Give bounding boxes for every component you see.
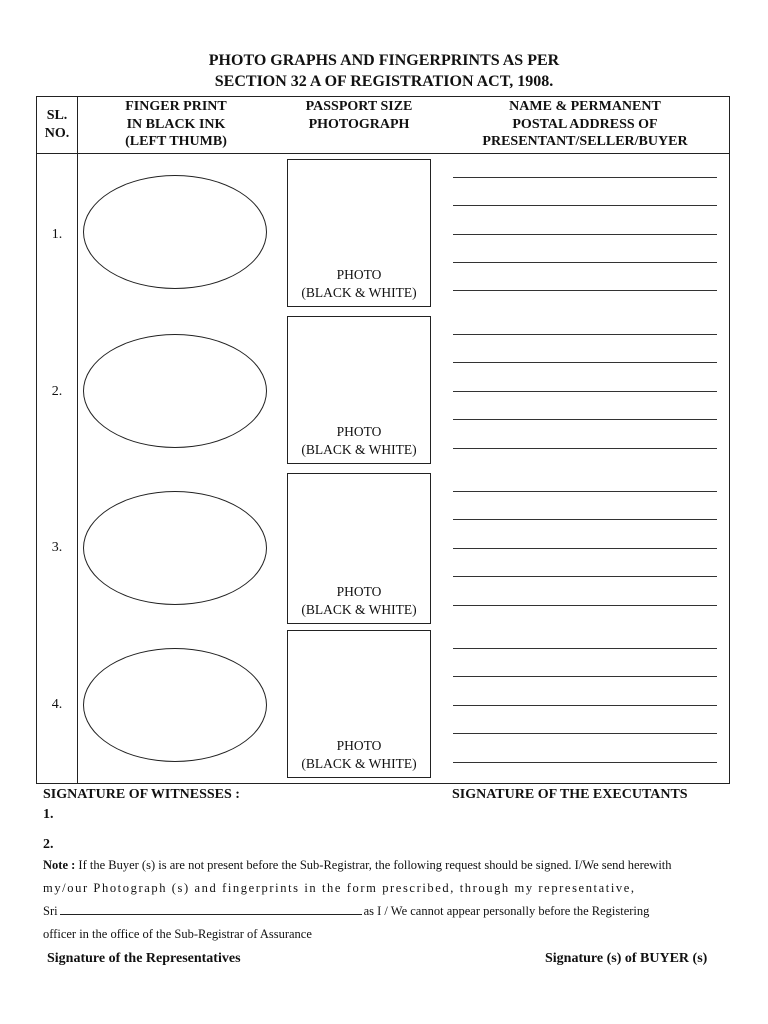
address-line[interactable] — [453, 705, 717, 706]
row-number: 2. — [51, 384, 63, 399]
witnesses-label: SIGNATURE OF WITNESSES : — [43, 787, 240, 802]
photo-label-line1: PHOTO — [336, 584, 382, 599]
note-label: Note : — [43, 858, 76, 872]
header-photograph-line1: PASSPORT SIZE — [305, 99, 413, 114]
witness-1-number[interactable]: 1. — [43, 807, 54, 822]
witness-2-number[interactable]: 2. — [43, 837, 54, 852]
photo-label-line2: (BLACK & WHITE) — [301, 756, 417, 771]
header-sl-no — [36, 107, 78, 142]
note-line-1 — [43, 854, 733, 877]
photo-label — [288, 266, 430, 302]
header-name-address-line2: POSTAL ADDRESS OF — [512, 116, 658, 132]
representative-name-field[interactable] — [60, 904, 362, 915]
address-line[interactable] — [453, 262, 717, 263]
photo-label-line1: PHOTO — [336, 738, 382, 753]
address-line[interactable] — [453, 205, 717, 206]
header-finger-print — [78, 98, 274, 151]
address-line[interactable] — [453, 605, 717, 606]
photo-label-line2: (BLACK & WHITE) — [301, 442, 417, 457]
photo-label-line1: PHOTO — [336, 267, 382, 282]
header-photograph — [279, 98, 439, 133]
address-line[interactable] — [453, 676, 717, 677]
row-number: 4. — [51, 697, 63, 712]
column-divider — [77, 96, 78, 784]
representatives-signature-label: Signature of the Representatives — [47, 951, 241, 966]
thumbprint-area[interactable] — [83, 334, 267, 448]
row-number: 1. — [51, 227, 63, 242]
form-title-line-2: SECTION 32 A OF REGISTRATION ACT, 1908. — [214, 73, 554, 90]
address-line[interactable] — [453, 491, 717, 492]
address-line[interactable] — [453, 391, 717, 392]
form-title-line-1: PHOTO GRAPHS AND FINGERPRINTS AS PER — [208, 52, 560, 69]
buyer-signature-label: Signature (s) of BUYER (s) — [545, 951, 708, 966]
header-sl-no-line2: NO. — [44, 125, 70, 141]
row-number: 3. — [51, 540, 63, 555]
header-name-address-line3: PRESENTANT/SELLER/BUYER — [482, 134, 688, 149]
thumbprint-area[interactable] — [83, 491, 267, 605]
executants-label: SIGNATURE OF THE EXECUTANTS — [452, 787, 688, 802]
address-line[interactable] — [453, 733, 717, 734]
note-text-1: If the Buyer (s) is are not present before the Sub-Registrar, the following request should be signed. I/We send herewith — [78, 858, 672, 872]
address-line[interactable] — [453, 234, 717, 235]
note-paragraph — [43, 854, 733, 946]
header-photograph-line2: PHOTOGRAPH — [308, 116, 410, 132]
header-finger-print-line1: FINGER PRINT — [125, 99, 227, 114]
photo-label-line2: (BLACK & WHITE) — [301, 285, 417, 300]
address-line[interactable] — [453, 762, 717, 763]
photo-box[interactable] — [287, 630, 431, 778]
note-text-4: officer in the office of the Sub-Registrar of Assurance — [43, 927, 312, 941]
note-line-3 — [43, 900, 733, 923]
photo-label-line2: (BLACK & WHITE) — [301, 602, 417, 617]
address-line[interactable] — [453, 419, 717, 420]
header-finger-print-line2: IN BLACK INK — [126, 116, 226, 132]
address-line[interactable] — [453, 448, 717, 449]
photo-label — [288, 737, 430, 773]
note-sri: Sri — [43, 904, 58, 918]
address-line[interactable] — [453, 576, 717, 577]
photo-label — [288, 583, 430, 619]
address-line[interactable] — [453, 362, 717, 363]
header-divider — [36, 153, 730, 154]
address-line[interactable] — [453, 519, 717, 520]
header-name-address — [444, 98, 726, 151]
address-line[interactable] — [453, 290, 717, 291]
photo-label — [288, 423, 430, 459]
note-text-3: as I / We cannot appear personally before the Registering — [363, 904, 650, 918]
thumbprint-area[interactable] — [83, 175, 267, 289]
address-line[interactable] — [453, 648, 717, 649]
header-sl-no-line1: SL. — [46, 108, 68, 123]
address-line[interactable] — [453, 177, 717, 178]
header-finger-print-line3: (LEFT THUMB) — [125, 134, 227, 149]
thumbprint-area[interactable] — [83, 648, 267, 762]
photo-label-line1: PHOTO — [336, 424, 382, 439]
photo-box[interactable] — [287, 316, 431, 464]
address-line[interactable] — [453, 334, 717, 335]
photo-box[interactable] — [287, 473, 431, 624]
note-text-2: my/our Photograph (s) and fingerprints in the form prescribed, through my representative, — [43, 881, 636, 895]
header-name-address-line1: NAME & PERMANENT — [509, 99, 661, 114]
photo-box[interactable] — [287, 159, 431, 307]
address-line[interactable] — [453, 548, 717, 549]
